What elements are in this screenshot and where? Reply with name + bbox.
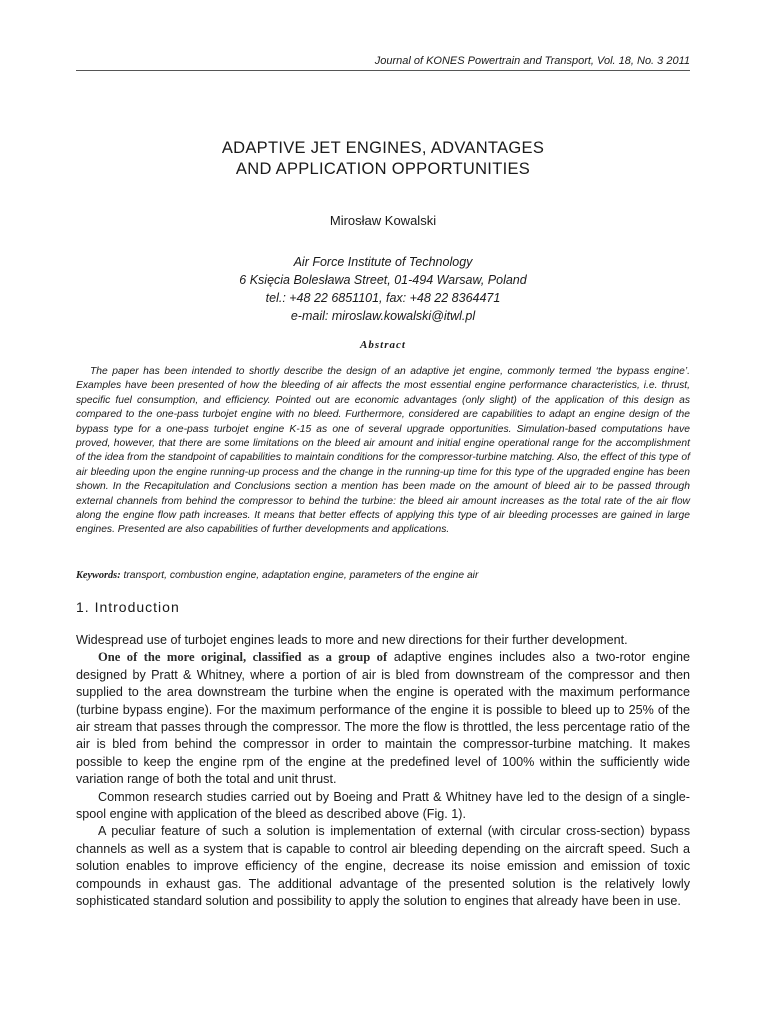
- introduction-body: [76, 632, 690, 911]
- intro-paragraph-2: [76, 649, 690, 788]
- keywords-label: Keywords:: [76, 570, 121, 581]
- intro-paragraph-2-lead: One of the more original, classified as a group of: [98, 650, 388, 665]
- intro-paragraph-3: Common research studies carried out by Boeing and Pratt & Whitney have led to the design of a single-spool engine with application of the bleed as described above (Fig. 1).: [76, 789, 690, 822]
- affiliation-address: 6 Księcia Bolesława Street, 01-494 Warsaw, Poland: [239, 273, 527, 287]
- intro-paragraph-1: Widespread use of turbojet engines leads to more and new directions for their further development.: [76, 633, 628, 647]
- author-name: Mirosław Kowalski: [329, 213, 437, 228]
- affiliation-email: e-mail: miroslaw.kowalski@itwl.pl: [290, 309, 476, 323]
- section-heading-introduction: 1. Introduction: [76, 599, 180, 615]
- abstract-text: The paper has been intended to shortly describe the design of an adaptive jet engine, commonly termed ‘the bypass engine’. Examples have been presented of how the bleeding of air affects the most essential engine performance characteristics, i.e. thrust, specific fuel consumption, and efficiency. Pointed out are economic advantages (only slight) of the application of this design as compared to the one-pass turbojet engine with no bleed. Furthermore, considered are capabilities to adapt an engine design of the bypass type for a one-pass turbojet engine K-15 as one of several upgrade opportunities. Simulation-based computations have proved, however, that there are some limitations on the bleed air amount and initial engine operational range for the accomplishment of the idea from the standpoint of capabilities to maintain conditions for the compressor-turbine matching. Also, the effect of this type of air bleeding upon the engine running-up process and the change in the running-up time for this type of the upgraded engine has been shown. In the Recapitulation and Conclusions section a mention has been made on the amount of bleed air to be passed through external channels from behind the compressor to behind the turbine: the bleed air amount increases as the total rate of the air flow along the engine flow path increases. It means that better effects of applying this type of air bleeding processes are gained in large engines. Presented are also capabilities of further developments and applications.: [76, 366, 690, 536]
- paper-title: [76, 138, 690, 180]
- affiliation-phone: tel.: +48 22 6851101, fax: +48 22 8364471: [265, 291, 501, 305]
- intro-paragraph-2-rest: adaptive engines includes also a two-rotor engine designed by Pratt & Whitney, where a portion of air is bled from downstream of the compressor and then supplied to the area downstream the turbine when the engine is operated with the maximum performance (turbine bypass engine). For the maximum performance of the engine it is possible to bleed up to 25% of the air stream that passes through the compressor. The more the flow is throttled, the less percentage ratio of the air is bled from behind the compressor in order to maintain the compressor-turbine matching. It makes possible to keep the engine rpm of the engine at the predefined level of 100% within the sufficiently wide variation range of both the total and unit thrust.: [76, 650, 690, 787]
- title-line-2: AND APPLICATION OPPORTUNITIES: [235, 160, 531, 178]
- abstract-heading: Abstract: [360, 339, 406, 351]
- keywords-line: [76, 570, 690, 581]
- title-line-1: ADAPTIVE JET ENGINES, ADVANTAGES: [221, 139, 545, 157]
- intro-paragraph-4: A peculiar feature of such a solution is implementation of external (with circular cross-section) bypass channels as well as a system that is capable to control air bleeding depending on the aircraft speed. Such a solution enables to improve efficiency of the engine, decrease its noise emission and emission of toxic compounds in exhaust gas. The additional advantage of the presented solution is the relatively lowly sophisticated standard solution and possibility to apply the solution to engines that already have been in use.: [76, 824, 690, 909]
- journal-running-head: Journal of KONES Powertrain and Transport, Vol. 18, No. 3 2011: [76, 55, 690, 71]
- keywords-text: transport, combustion engine, adaptation engine, parameters of the engine air: [123, 570, 479, 581]
- affiliation-institute: Air Force Institute of Technology: [293, 255, 473, 269]
- affiliation-block: [76, 253, 690, 325]
